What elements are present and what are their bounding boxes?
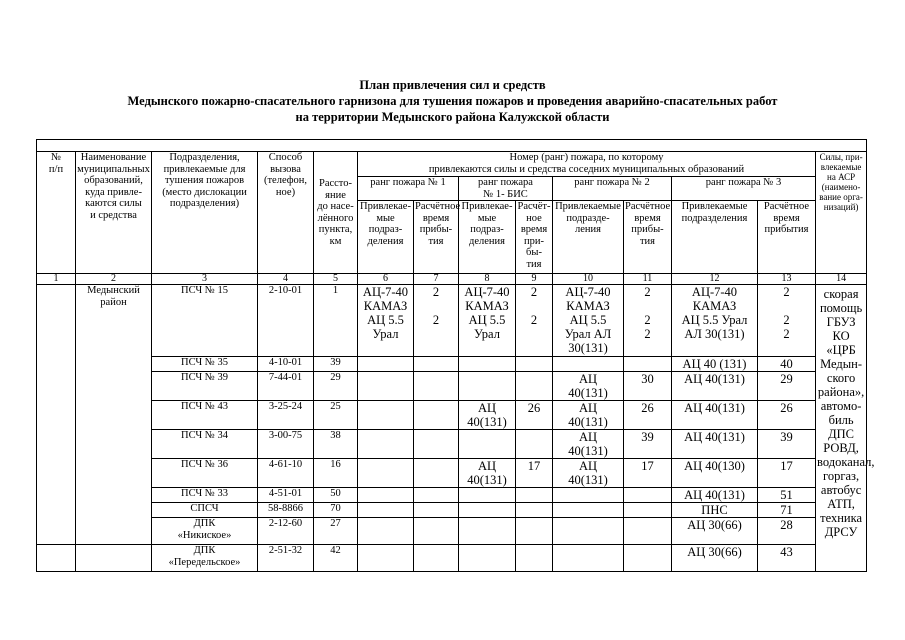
rank2-units-cell	[553, 518, 624, 545]
rank3-time-cell: 43	[758, 545, 816, 572]
rank2-units-cell	[553, 503, 624, 518]
phone-cell: 7-44-01	[258, 372, 314, 401]
rank3-units-cell: АЦ 40(131)	[672, 401, 758, 430]
rank2-time-cell: 2 2 2	[624, 285, 672, 357]
header-col-12: Привлекаемые подразделения	[672, 201, 758, 274]
rank1bis-units-cell	[459, 503, 516, 518]
document-title-line-3: на территории Медынского района Калужской области	[295, 110, 610, 124]
distance-cell: 39	[314, 357, 358, 372]
header-col-8: Привлекае- мые подраз- деления	[459, 201, 516, 274]
header-number: № п/п	[37, 152, 76, 274]
phone-cell: 4-61-10	[258, 459, 314, 488]
header-row-1	[37, 152, 867, 177]
rank1-time-cell	[414, 372, 459, 401]
header-col-7: Расчётное время прибы- тия	[414, 201, 459, 274]
col-number: 1	[37, 274, 76, 285]
unit-cell: ПСЧ № 15	[152, 285, 258, 357]
distance-cell: 42	[314, 545, 358, 572]
rank2-units-cell	[553, 488, 624, 503]
table-row	[37, 459, 867, 488]
table-row	[37, 488, 867, 503]
header-col-6: Привлекае- мые подраз- деления	[358, 201, 414, 274]
distance-cell: 38	[314, 430, 358, 459]
col-number: 13	[758, 274, 816, 285]
rank1bis-units-cell	[459, 357, 516, 372]
table-row	[37, 401, 867, 430]
rank3-time-cell: 28	[758, 518, 816, 545]
rank3-time-cell: 2 2 2	[758, 285, 816, 357]
rank3-units-cell: АЦ 40(131)	[672, 372, 758, 401]
table-row	[37, 518, 867, 545]
unit-cell: ДПК «Передельское»	[152, 545, 258, 572]
col-number: 8	[459, 274, 516, 285]
rank1-units-cell	[358, 503, 414, 518]
phone-cell: 58-8866	[258, 503, 314, 518]
rank1bis-time-cell	[516, 372, 553, 401]
table-row	[37, 285, 867, 357]
rank1bis-units-cell	[459, 518, 516, 545]
unit-cell: ПСЧ № 36	[152, 459, 258, 488]
rank3-units-cell: ПНС	[672, 503, 758, 518]
document-title-line-2: Медынского пожарно-спасательного гарнизона для тушения пожаров и проведения аварийно-спасательных работ	[127, 94, 778, 108]
header-col-9: Расчёт- ное время при- бы- тия	[516, 201, 553, 274]
rank1bis-time-cell	[516, 488, 553, 503]
rank2-units-cell	[553, 357, 624, 372]
rank1-units-cell	[358, 372, 414, 401]
col-number: 10	[553, 274, 624, 285]
header-col-11: Расчётное время прибы- тия	[624, 201, 672, 274]
table-top-blank	[37, 140, 867, 152]
rank1-time-cell	[414, 503, 459, 518]
rank2-time-cell: 30	[624, 372, 672, 401]
rank1-time-cell	[414, 488, 459, 503]
header-rank-2: ранг пожара № 2	[553, 177, 672, 201]
phone-cell: 3-00-75	[258, 430, 314, 459]
rank1-units-cell	[358, 357, 414, 372]
rank1bis-time-cell	[516, 518, 553, 545]
unit-cell: ПСЧ № 43	[152, 401, 258, 430]
table-row	[37, 430, 867, 459]
rank1-time-cell	[414, 518, 459, 545]
col-number: 4	[258, 274, 314, 285]
rank2-units-cell: АЦ 40(131)	[553, 459, 624, 488]
rank2-time-cell	[624, 518, 672, 545]
rank3-units-cell: АЦ 40 (131)	[672, 357, 758, 372]
rank1bis-time-cell	[516, 545, 553, 572]
row-number-cell	[37, 545, 76, 572]
table-row	[37, 503, 867, 518]
rank3-time-cell: 51	[758, 488, 816, 503]
header-municipality: Наименование муниципальных образований, куда привле- каются силы и средства	[76, 152, 152, 274]
rank2-units-cell: АЦ 40(131)	[553, 430, 624, 459]
rank1bis-units-cell: АЦ 40(131)	[459, 401, 516, 430]
table-top-row	[37, 140, 867, 152]
col-number: 3	[152, 274, 258, 285]
rank3-units-cell: АЦ 40(131)	[672, 488, 758, 503]
forces-plan-table	[36, 139, 875, 572]
rank3-time-cell: 39	[758, 430, 816, 459]
rank1bis-time-cell: 17	[516, 459, 553, 488]
asr-forces-cell: скорая помощь ГБУЗ КО «ЦРБ Медын- ского района», автомо- биль ДПС РОВД, водоканал, горгаз, автобус АТП, техника ДРСУ	[816, 285, 867, 572]
header-distance: Рассто- яние до насе- лённого пункта, км	[314, 152, 358, 274]
distance-cell: 29	[314, 372, 358, 401]
phone-cell: 2-51-32	[258, 545, 314, 572]
phone-cell: 2-12-60	[258, 518, 314, 545]
rank1-time-cell	[414, 459, 459, 488]
rank2-units-cell: АЦ 40(131)	[553, 372, 624, 401]
municipality-cell	[76, 545, 152, 572]
rank1bis-units-cell: АЦ-7-40 КАМАЗ АЦ 5.5 Урал	[459, 285, 516, 357]
rank2-time-cell: 26	[624, 401, 672, 430]
unit-cell: ПСЧ № 39	[152, 372, 258, 401]
rank1bis-units-cell: АЦ 40(131)	[459, 459, 516, 488]
rank1bis-units-cell	[459, 372, 516, 401]
unit-cell: СПСЧ	[152, 503, 258, 518]
distance-cell: 50	[314, 488, 358, 503]
distance-cell: 25	[314, 401, 358, 430]
rank2-time-cell	[624, 503, 672, 518]
rank1-units-cell	[358, 459, 414, 488]
header-asr-forces: Силы, при- влекаемые на АСР (наимено- вание орга- низаций)	[816, 152, 867, 274]
phone-cell: 4-10-01	[258, 357, 314, 372]
header-call-method: Способ вызова (телефон, ное)	[258, 152, 314, 274]
rank2-time-cell: 17	[624, 459, 672, 488]
col-number: 6	[358, 274, 414, 285]
phone-cell: 4-51-01	[258, 488, 314, 503]
rank3-units-cell: АЦ-7-40 КАМАЗ АЦ 5.5 Урал АЛ 30(131)	[672, 285, 758, 357]
unit-cell: ПСЧ № 33	[152, 488, 258, 503]
distance-cell: 1	[314, 285, 358, 357]
rank3-units-cell: АЦ 30(66)	[672, 545, 758, 572]
rank1-units-cell	[358, 488, 414, 503]
rank3-units-cell: АЦ 40(131)	[672, 430, 758, 459]
rank1-time-cell	[414, 545, 459, 572]
table-row	[37, 372, 867, 401]
table-row	[37, 545, 867, 572]
rank1-units-cell	[358, 545, 414, 572]
header-rank-1-bis: ранг пожара № 1- БИС	[459, 177, 553, 201]
column-number-row	[37, 274, 867, 285]
header-col-10: Привлекаемые подразде- ления	[553, 201, 624, 274]
rank1bis-time-cell: 26	[516, 401, 553, 430]
col-number: 11	[624, 274, 672, 285]
rank1-time-cell	[414, 357, 459, 372]
rank2-time-cell	[624, 545, 672, 572]
rank2-time-cell: 39	[624, 430, 672, 459]
rank1bis-time-cell: 2 2	[516, 285, 553, 357]
unit-cell: ДПК «Никиское»	[152, 518, 258, 545]
distance-cell: 16	[314, 459, 358, 488]
unit-cell: ПСЧ № 35	[152, 357, 258, 372]
col-number: 2	[76, 274, 152, 285]
col-number: 9	[516, 274, 553, 285]
rank1-units-cell	[358, 518, 414, 545]
phone-cell: 3-25-24	[258, 401, 314, 430]
rank1bis-time-cell	[516, 357, 553, 372]
rank2-time-cell	[624, 357, 672, 372]
document-title-line-1: План привлечения сил и средств	[359, 78, 546, 92]
rank3-time-cell: 40	[758, 357, 816, 372]
header-fire-rank-group: Номер (ранг) пожара, по которому привлекаются силы и средства соседних муниципальных образований	[358, 152, 816, 177]
rank1-time-cell	[414, 401, 459, 430]
rank1bis-units-cell	[459, 430, 516, 459]
row-number-cell	[37, 285, 76, 545]
rank2-units-cell	[553, 545, 624, 572]
header-col-13: Расчётное время прибытия	[758, 201, 816, 274]
rank1bis-time-cell	[516, 503, 553, 518]
rank2-time-cell	[624, 488, 672, 503]
col-number: 14	[816, 274, 867, 285]
municipality-cell: Медынский район	[76, 285, 152, 545]
rank3-time-cell: 29	[758, 372, 816, 401]
col-number: 7	[414, 274, 459, 285]
rank1bis-units-cell	[459, 545, 516, 572]
rank1bis-units-cell	[459, 488, 516, 503]
header-rank-3: ранг пожара № 3	[672, 177, 816, 201]
rank1-time-cell	[414, 430, 459, 459]
table-row	[37, 357, 867, 372]
distance-cell: 27	[314, 518, 358, 545]
rank3-units-cell: АЦ 40(130)	[672, 459, 758, 488]
col-number: 5	[314, 274, 358, 285]
rank2-units-cell: АЦ 40(131)	[553, 401, 624, 430]
header-units: Подразделения, привлекаемые для тушения пожаров (место дислокации подразделения)	[152, 152, 258, 274]
rank1-time-cell: 2 2	[414, 285, 459, 357]
rank3-time-cell: 26	[758, 401, 816, 430]
rank1-units-cell	[358, 401, 414, 430]
unit-cell: ПСЧ № 34	[152, 430, 258, 459]
rank1-units-cell: АЦ-7-40 КАМАЗ АЦ 5.5 Урал	[358, 285, 414, 357]
col-number: 12	[672, 274, 758, 285]
phone-cell: 2-10-01	[258, 285, 314, 357]
rank3-units-cell: АЦ 30(66)	[672, 518, 758, 545]
rank3-time-cell: 71	[758, 503, 816, 518]
rank1bis-time-cell	[516, 430, 553, 459]
distance-cell: 70	[314, 503, 358, 518]
rank3-time-cell: 17	[758, 459, 816, 488]
header-rank-1: ранг пожара № 1	[358, 177, 459, 201]
rank2-units-cell: АЦ-7-40 КАМАЗ АЦ 5.5 Урал АЛ 30(131)	[553, 285, 624, 357]
rank1-units-cell	[358, 430, 414, 459]
